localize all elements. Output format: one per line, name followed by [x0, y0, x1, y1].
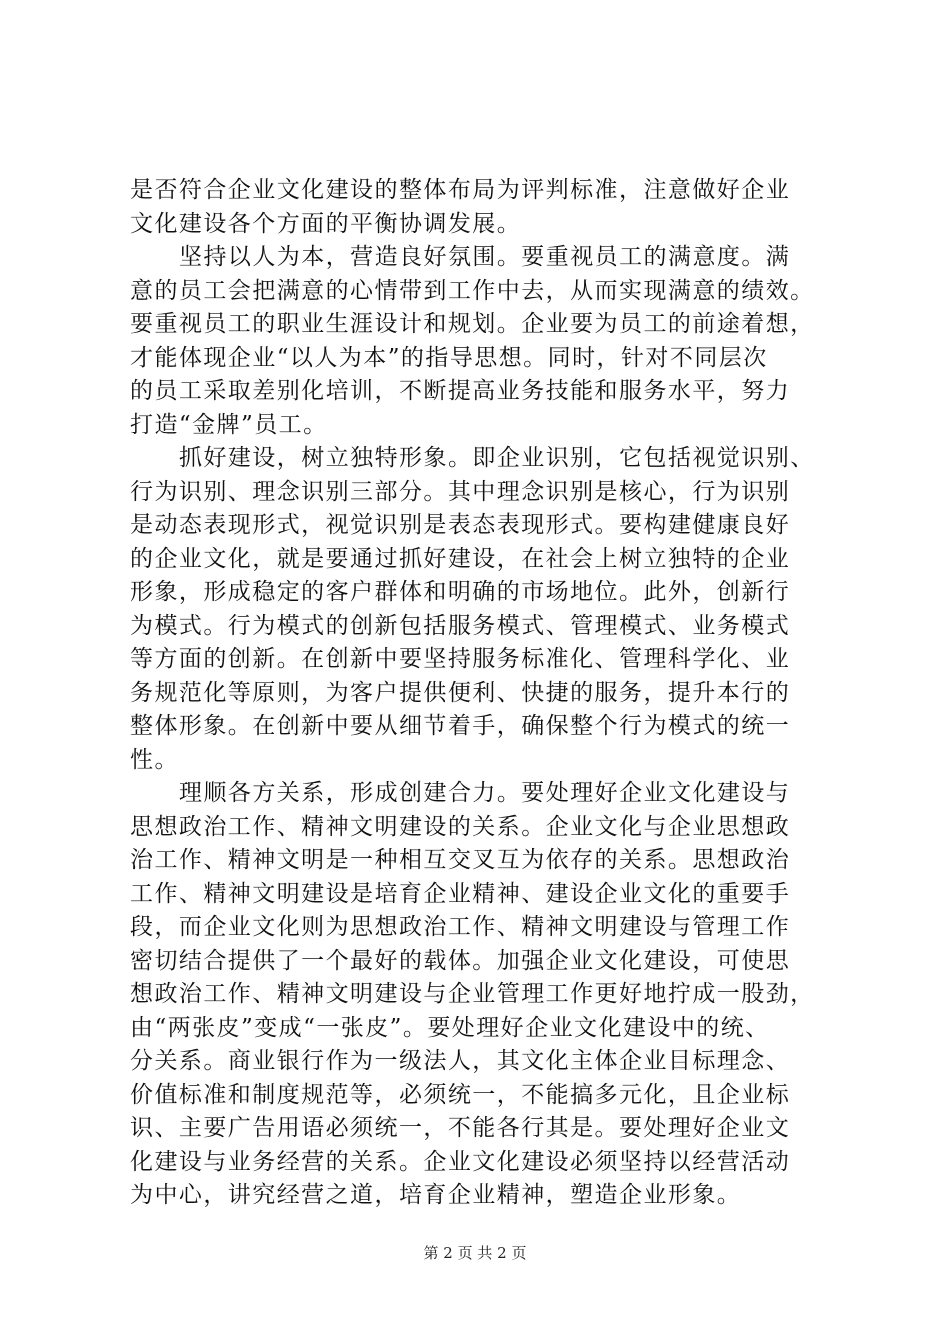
text-line: 形象，形成稳定的客户群体和明确的市场地位。此外，创新行: [130, 579, 791, 605]
text-line: 化建设与业务经营的关系。企业文化建设必须坚持以经营活动: [130, 1148, 791, 1175]
text-line: 务规范化等原则，为客户提供便利、快捷的服务，提升本行的: [130, 679, 791, 706]
text-line: 为模式。行为模式的创新包括服务模式、管理模式、业务模式: [130, 612, 791, 639]
body-text: [130, 174, 830, 1213]
text-line: 价值标准和制度规范等，必须统一，不能搞多元化，且企业标: [130, 1081, 791, 1108]
text-line: 打造“金牌”员工。: [130, 411, 328, 438]
text-line: 性。: [130, 746, 179, 773]
text-line: 分关系。商业银行作为一级法人，其文化主体企业目标理念、: [130, 1048, 791, 1074]
paragraph-first-line: 抓好建设，树立独特形象。即企业识别，它包括视觉识别、: [179, 445, 815, 471]
text-line: 想政治工作、精神文明建设与企业管理工作更好地拧成一股劲，: [130, 981, 815, 1007]
text-line: 行为识别、理念识别三部分。其中理念识别是核心，行为识别: [130, 478, 791, 505]
text-line: 是否符合企业文化建设的整体布局为评判标准，注意做好企业: [130, 177, 791, 203]
text-line: 整体形象。在创新中要从细节着手，确保整个行为模式的统一: [130, 713, 791, 739]
text-line: 的员工采取差别化培训，不断提高业务技能和服务水平，努力: [130, 378, 791, 404]
text-line: 文化建设各个方面的平衡协调发展。: [130, 210, 522, 237]
text-line: 要重视员工的职业生涯设计和规划。企业要为员工的前途着想，: [130, 311, 815, 337]
text-line: 治工作、精神文明是一种相互交叉互为依存的关系。思想政治: [130, 847, 791, 873]
text-line: 段，而企业文化则为思想政治工作、精神文明建设与管理工作: [130, 914, 791, 940]
text-line: 密切结合提供了一个最好的载体。加强企业文化建设，可使思: [130, 947, 791, 974]
text-line: 由“两张皮”变成“一张皮”。要处理好企业文化建设中的统、: [130, 1014, 770, 1041]
text-line: 工作、精神文明建设是培育企业精神、建设企业文化的重要手: [130, 880, 791, 907]
text-line: 的企业文化，就是要通过抓好建设，在社会上树立独特的企业: [130, 545, 791, 572]
text-line: 是动态表现形式，视觉识别是表态表现形式。要构建健康良好: [130, 512, 791, 538]
paragraph-first-line: 坚持以人为本，营造良好氛围。要重视员工的满意度。满: [179, 244, 791, 270]
text-line: 为中心，讲究经营之道，培育企业精神，塑造企业形象。: [130, 1182, 742, 1208]
text-line: 思想政治工作、精神文明建设的关系。企业文化与企业思想政: [130, 813, 791, 840]
paragraph-first-line: 理顺各方关系，形成创建合力。要处理好企业文化建设与: [179, 780, 791, 806]
page-footer: 第 2 页 共 2 页: [423, 1244, 527, 1262]
text-line: 识、主要广告用语必须统一，不能各行其是。要处理好企业文: [130, 1115, 791, 1141]
text-line: 意的员工会把满意的心情带到工作中去，从而实现满意的绩效。: [130, 277, 815, 304]
text-line: 等方面的创新。在创新中要坚持服务标准化、管理科学化、业: [130, 646, 791, 672]
text-line: 才能体现企业“以人为本”的指导思想。同时，针对不同层次: [130, 344, 768, 371]
